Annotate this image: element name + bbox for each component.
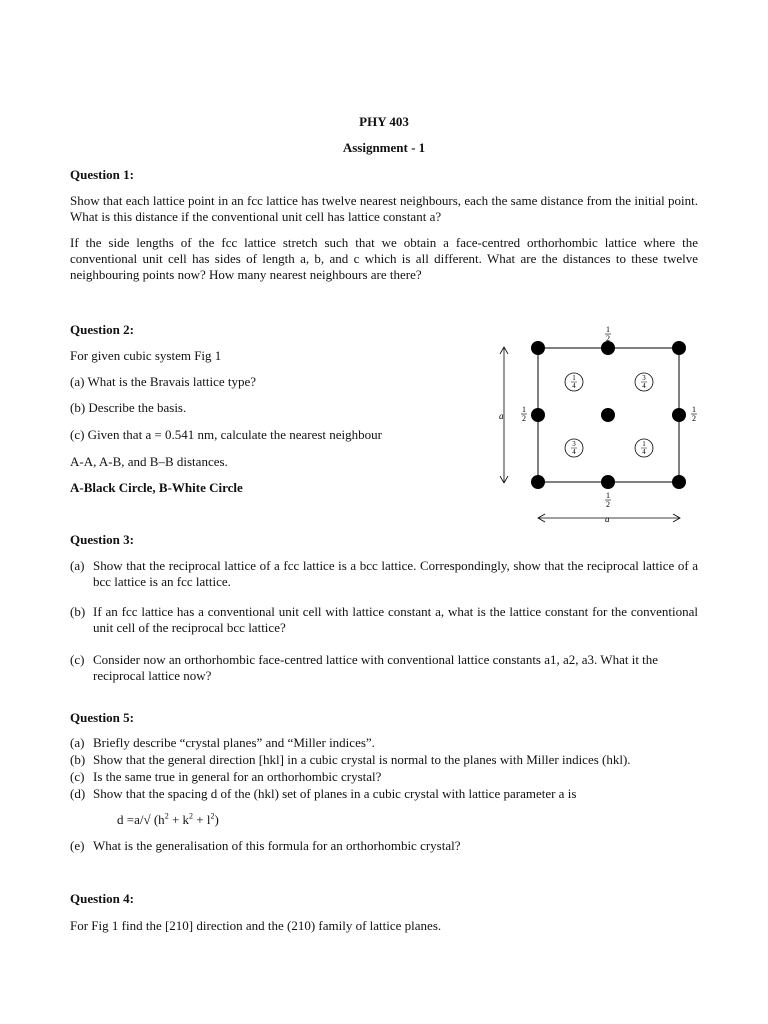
q5-a-text: Briefly describe “crystal planes” and “Miller indices”. — [93, 735, 375, 750]
q5-part-c — [70, 769, 698, 785]
black-atom — [601, 408, 615, 422]
svg-text:4: 4 — [642, 382, 646, 390]
black-atom — [672, 475, 686, 489]
q1-paragraph-1: Show that each lattice point in an fcc lattice has twelve nearest neighbours, each the same distance from the initial point. What is this distance if the conventional unit cell has lattice constant a? — [70, 193, 698, 224]
q5-d-text: Show that the spacing d of the (hkl) set of planes in a cubic crystal with lattice parameter a is — [93, 786, 577, 801]
white-atom-2 — [635, 373, 653, 391]
svg-text:1: 1 — [692, 405, 696, 414]
svg-text:1: 1 — [522, 405, 526, 414]
q2-legend: A-Black Circle, B-White Circle — [70, 480, 243, 495]
q5-e-text: What is the generalisation of this formula for an orthorhombic crystal? — [93, 838, 461, 853]
q3-c-label: (c) — [70, 652, 85, 667]
q5-part-a — [70, 735, 698, 751]
q3-heading: Question 3: — [70, 532, 134, 547]
q3-b-label: (b) — [70, 604, 86, 619]
q5-b-text: Show that the general direction [hkl] in a cubic crystal is normal to the planes with Miller indices (hkl). — [93, 752, 631, 767]
q2-part-c: (c) Given that a = 0.541 nm, calculate the nearest neighbour — [70, 427, 382, 442]
svg-text:1: 1 — [606, 325, 610, 334]
q1-paragraph-2: If the side lengths of the fcc lattice stretch such that we obtain a face-centred orthorhombic lattice where the conventional unit cell has sides of length a, b, and c which is all different. What are the distances to these twelve neighbouring points now? How many nearest neighbours are there? — [70, 235, 698, 282]
q3-b-text: If an fcc lattice has a conventional unit cell with lattice constant a, what is the lattice constant for the conventional unit cell of the reciprocal bcc lattice? — [93, 604, 698, 635]
black-atom — [601, 341, 615, 355]
svg-text:4: 4 — [572, 448, 576, 456]
horizontal-axis-label: a — [605, 514, 610, 524]
q3-part-c — [70, 652, 698, 684]
q5-part-b — [70, 752, 698, 768]
svg-text:1: 1 — [572, 374, 576, 382]
q3-part-b — [70, 604, 698, 636]
white-atom-3 — [565, 439, 583, 457]
black-atom — [531, 408, 545, 422]
q2-heading: Question 2: — [70, 322, 134, 337]
q2-intro: For given cubic system Fig 1 — [70, 348, 222, 363]
lattice-figure — [490, 320, 710, 530]
half-label-top — [605, 325, 611, 343]
spacing-formula: d =a/√ $(h^2 + k^2 + l^2)$ — [117, 811, 219, 827]
black-atom — [672, 341, 686, 355]
half-label-bottom — [605, 491, 611, 509]
q3-c-text: Consider now an orthorhombic face-centred lattice with conventional lattice constants a1, a2, a3. What it the reciprocal lattice now? — [93, 652, 659, 683]
black-atom — [531, 341, 545, 355]
q2-part-a: (a) What is the Bravais lattice type? — [70, 374, 257, 389]
svg-text:2: 2 — [522, 414, 526, 423]
q1-heading: Question 1: — [70, 167, 134, 182]
svg-text:2: 2 — [606, 500, 610, 509]
svg-text:4: 4 — [642, 448, 646, 456]
q5-c-label: (c) — [70, 769, 85, 784]
q5-d-label: (d) — [70, 786, 86, 801]
svg-text:3: 3 — [572, 440, 576, 448]
q5-heading: Question 5: — [70, 710, 134, 725]
q2-part-c-cont: A-A, A-B, and B–B distances. — [70, 454, 228, 469]
svg-text:1: 1 — [642, 440, 646, 448]
q4-text: For Fig 1 find the [210] direction and the (210) family of lattice planes. — [70, 918, 442, 933]
half-label-left — [521, 405, 527, 423]
q5-c-text: Is the same true in general for an orthorhombic crystal? — [93, 769, 382, 784]
course-code: PHY 403 — [359, 114, 409, 129]
q5-b-label: (b) — [70, 752, 86, 767]
q2-part-b: (b) Describe the basis. — [70, 400, 187, 415]
q5-e-label: (e) — [70, 838, 85, 853]
svg-text:3: 3 — [642, 374, 646, 382]
svg-text:2: 2 — [692, 414, 696, 423]
q4-heading: Question 4: — [70, 891, 134, 906]
q5-part-d — [70, 786, 698, 802]
svg-text:1: 1 — [606, 491, 610, 500]
assignment-title: Assignment - 1 — [342, 140, 426, 155]
black-atom — [531, 475, 545, 489]
q3-a-text: Show that the reciprocal lattice of a fcc lattice is a bcc lattice. Correspondingly, show that the reciprocal lattice of a bcc lattice is an fcc lattice. — [93, 558, 698, 589]
black-atom — [601, 475, 615, 489]
white-atom-4 — [635, 439, 653, 457]
q3-a-label: (a) — [70, 558, 85, 573]
q5-a-label: (a) — [70, 735, 85, 750]
half-label-right — [691, 405, 697, 423]
vertical-axis-label: a — [499, 411, 504, 421]
black-atom — [672, 408, 686, 422]
svg-text:2: 2 — [606, 334, 610, 343]
svg-text:4: 4 — [572, 382, 576, 390]
white-atom-1 — [565, 373, 583, 391]
q3-part-a — [70, 558, 698, 590]
q5-part-e — [70, 838, 698, 854]
